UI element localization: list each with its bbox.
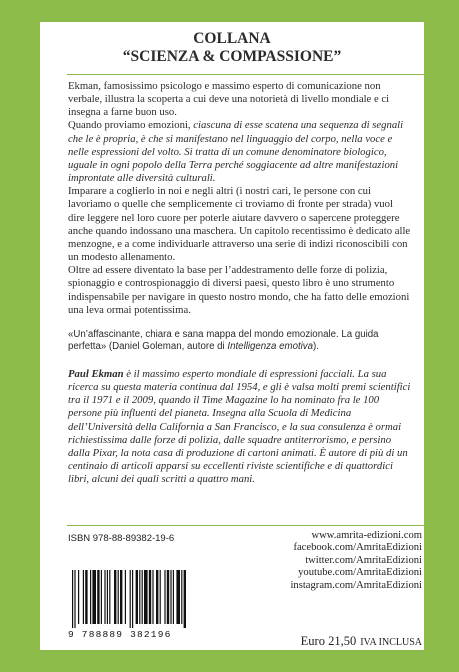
- barcode-bar: [164, 570, 165, 624]
- author-bio-text: è il massimo esperto mondiale di espressioni facciali. La sua ricerca su questa materia continua dal 1954, e gli è valsa molti premi scientifici tra il 1971 e il 2009, quando il Time Magazine lo ha nominato fra le 100 persone più influenti del pianeta. Insegna alla Scuola di Medicina dell’Università della California a San Francisco, e la sua consulenza è ormai richiestissima dalle forze di polizia, dalle squadre antiterrorismo, e persino dalla Pixar, la nota casa di produzione di cartoni animati. È autore di più di un centinaio di articoli apparsi su eccellenti riviste scientifiche e di quattordici libri, alcuni dei quali scritti a quattro mani.: [68, 368, 411, 486]
- quote-book-title: Intelligenza emotiva: [227, 341, 314, 353]
- series-title-line2: “SCIENZA & COMPASSIONE”: [122, 48, 342, 65]
- barcode-bar: [107, 570, 108, 624]
- link-website[interactable]: www.amrita-edizioni.com: [311, 530, 422, 541]
- author-name: Paul Ekman: [68, 368, 124, 380]
- barcode-bar: [78, 570, 79, 624]
- blurb-body: [68, 80, 412, 486]
- quote-text: «Un’affascinante, chiara e sana mappa del mondo emozionale. La guida perfetta» (Daniel Goleman, autore di: [68, 328, 379, 353]
- bottom-divider: [67, 525, 425, 526]
- barcode-bar: [139, 570, 140, 624]
- barcode-bar: [142, 570, 143, 624]
- barcode-bar: [156, 570, 158, 624]
- barcode-bar: [83, 570, 84, 624]
- barcode-bar: [120, 570, 122, 624]
- barcode-bar: [104, 570, 105, 624]
- barcode-bar: [130, 570, 131, 628]
- barcode-bar: [114, 570, 116, 624]
- quote-end: ).: [313, 341, 319, 353]
- author-bio: [68, 368, 412, 486]
- barcode-bar: [92, 570, 96, 624]
- barcode-bar: [97, 570, 99, 624]
- barcode-bar: [132, 570, 133, 628]
- price-note: IVA INCLUSA: [360, 637, 422, 648]
- barcode-bar: [74, 570, 75, 628]
- price-tag: [276, 632, 422, 650]
- series-title-line1: COLLANA: [193, 30, 271, 47]
- link-twitter[interactable]: twitter.com/AmritaEdizioni: [305, 554, 422, 566]
- barcode-bar: [72, 570, 73, 628]
- barcode-bar: [160, 570, 161, 624]
- link-youtube[interactable]: youtube.com/AmritaEdizioni: [298, 567, 422, 579]
- barcode-bar: [144, 570, 148, 624]
- barcode-bar: [167, 570, 169, 624]
- publisher-links: [276, 530, 422, 592]
- barcode-bar: [136, 570, 138, 624]
- barcode-bar: [109, 570, 110, 624]
- barcode-bar: [170, 570, 171, 624]
- barcode-bar: [176, 570, 180, 624]
- barcode: [68, 570, 198, 628]
- barcode-bar: [125, 570, 126, 624]
- barcode-bar: [149, 570, 151, 624]
- link-facebook[interactable]: facebook.com/AmritaEdizioni: [293, 542, 422, 554]
- barcode-bar: [118, 570, 119, 624]
- goleman-quote: [68, 329, 412, 354]
- training-paragraph: Oltre ad essere diventato la base per l’addestramento delle forze di polizia, spionaggio e controspionaggio di diversi paesi, questo libro è uno strumento indispensabile per navigare in questo nostro mondo, che ha fatto delle emozioni una leva ormai potentissima.: [68, 264, 410, 316]
- barcode-bar: [173, 570, 174, 624]
- series-title: [40, 30, 424, 66]
- reading-paragraph: Imparare a coglierlo in noi e negli altri (i nostri cari, le persone con cui lavoriamo o quelle che semplicemente ci troviamo di fronte per strada) vuol dire leggere nel loro cuore per poterle aiutare davvero o sapercene proteggere anche quando indossano una maschera. Un capitolo recentissimo è dedicato alle menzogne, e a come individuarle attraverso una serie di indizi riconoscibili con un modesto allenamento.: [68, 185, 411, 264]
- barcode-bar: [152, 570, 153, 624]
- emotions-paragraph: [68, 119, 412, 185]
- back-cover-panel: [40, 22, 424, 650]
- link-instagram[interactable]: instagram.com/AmritaEdizioni: [290, 579, 422, 591]
- isbn-label: ISBN 978-88-89382-19-6: [68, 533, 175, 544]
- top-divider: [67, 74, 425, 75]
- barcode-digits: 9 788889 382196: [68, 629, 172, 640]
- intro-paragraph: Ekman, famosissimo psicologo e massimo esperto di comunicazione non verbale, illustra la scoperta a cui deve una notorietà di livello mondiale e ci insegna a farne buon uso.: [68, 80, 390, 119]
- barcode-bar: [90, 570, 91, 624]
- barcode-bar: [181, 570, 182, 624]
- barcode-bar: [101, 570, 102, 624]
- emotions-italic-text: ciascuna di esse scatena una sequenza di segnali che le è propria, è che si manifestano nel linguaggio del corpo, nella voce e nelle espressioni del volto. Si tratta di un comune denominatore biologico, uguale in ogni popolo della Terra perché soggiacente ad altre manifestazioni improntate alle diversità culturali.: [68, 119, 404, 185]
- price-value: Euro 21,50: [300, 634, 357, 648]
- emotions-text: Quando proviamo emozioni,: [68, 119, 194, 132]
- barcode-bar: [85, 570, 87, 624]
- barcode-bar: [184, 570, 186, 628]
